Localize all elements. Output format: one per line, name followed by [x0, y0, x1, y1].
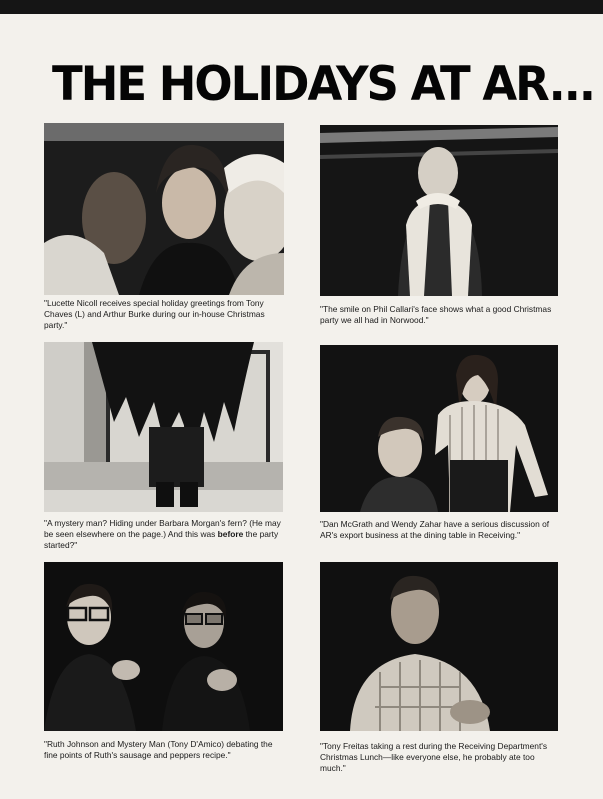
- caption-mystery-man-bold: before: [217, 529, 244, 539]
- top-edge-bar: [0, 0, 603, 14]
- photo-mcgrath-zahar-image: [320, 345, 558, 512]
- caption-mystery-man-text-1: "A mystery man? Hiding under Barbara Morgan's fern? (He may be seen elsewhere on the page.) And this was: [44, 518, 281, 539]
- photo-nicoll-image: [44, 123, 284, 295]
- photo-mcgrath-zahar: [320, 345, 558, 512]
- caption-mystery-man-text-2: the party started?": [44, 529, 279, 550]
- caption-nicoll: "Lucette Nicoll receives special holiday greetings from Tony Chaves (L) and Arthur Burke during our in-house Christmas party.": [44, 298, 265, 330]
- caption-mcgrath-zahar: "Dan McGrath and Wendy Zahar have a serious discussion of AR's export business at the dining table in Receiving.": [320, 519, 550, 540]
- page-title: THE HOLIDAYS AT AR...: [52, 55, 594, 112]
- photo-mystery-man-image: [44, 342, 283, 512]
- caption-callari: "The smile on Phil Callari's face shows what a good Christmas party we all had in Norwood.": [320, 304, 552, 325]
- photo-johnson-damico-image: [44, 562, 283, 731]
- caption-freitas: "Tony Freitas taking a rest during the Receiving Department's Christmas Lunch—like everyone else, he probably ate too much.": [320, 741, 548, 773]
- photo-freitas-image: [320, 562, 558, 731]
- photo-freitas: [320, 562, 558, 731]
- photo-johnson-damico: [44, 562, 283, 731]
- caption-johnson-damico: "Ruth Johnson and Mystery Man (Tony D'Amico) debating the fine points of Ruth's sausage and peppers recipe.": [44, 739, 273, 760]
- caption-mystery-man: [44, 518, 288, 551]
- photo-mystery-man: [44, 342, 283, 512]
- photo-callari: [320, 125, 558, 296]
- photo-nicoll: [44, 123, 284, 295]
- photo-callari-image: [320, 125, 558, 296]
